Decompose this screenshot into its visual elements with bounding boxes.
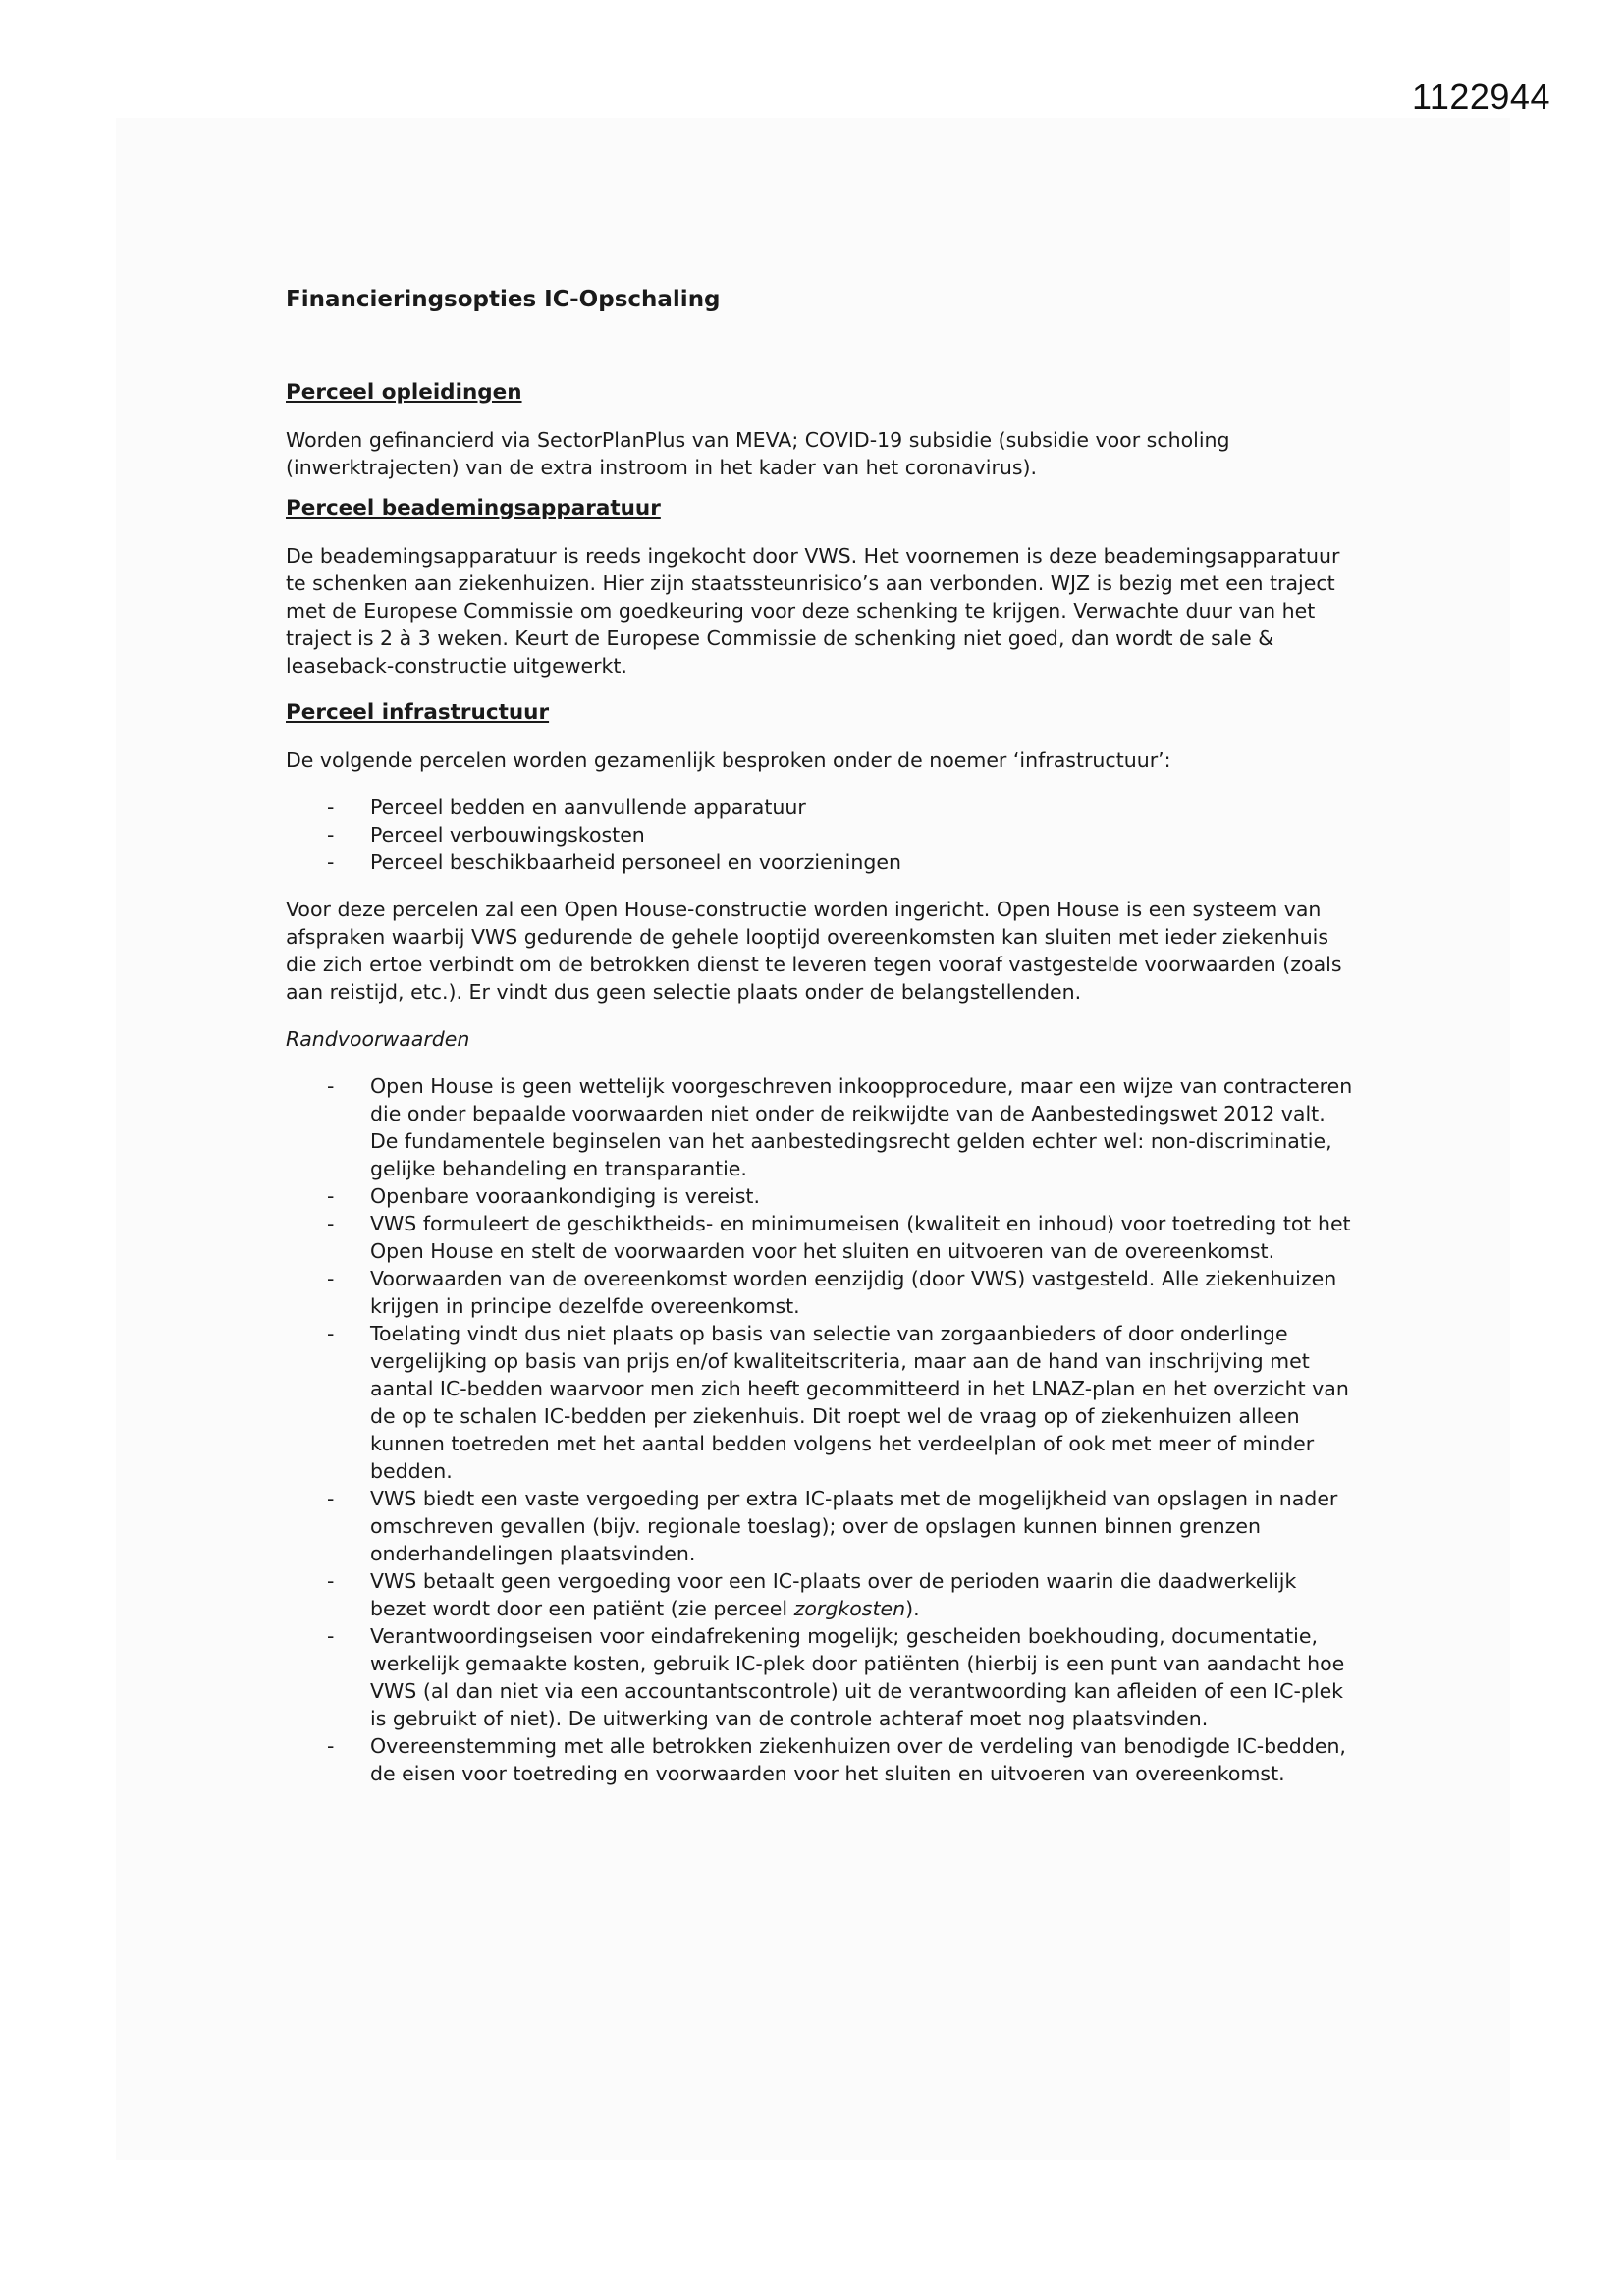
list-item: - Verantwoordingseisen voor eindafrekening mogelijk; gescheiden boekhouding, documentatie, werkelijk gemaakte kosten, gebruik IC-plek door patiënten (hierbij is een punt van aandacht hoe VWS (al dan niet via een accountantscontrole) uit de verantwoording kan afleiden of een IC-plek is gebruikt of niet). De uitwerking van de controle achteraf moet nog plaatsvinden. [286, 1622, 1356, 1732]
document-body [286, 285, 1356, 1807]
list-percelen [286, 793, 1356, 876]
list-item: - Perceel bedden en aanvullende apparatuur [286, 793, 1356, 821]
list-item-vergoeding [286, 1567, 1356, 1622]
document-title: Financieringsopties IC-Opschaling [286, 287, 721, 312]
paragraph-open-house: Voor deze percelen zal een Open House-constructie worden ingericht. Open House is een systeem van afspraken waarbij VWS gedurende de gehele looptijd overeenkomsten kan sluiten met ieder ziekenhuis die zich ertoe verbindt om de betrokken dienst te leveren tegen vooraf vastgestelde voorwaarden (zoals aan reistijd, etc.). Er vindt dus geen selectie plaats onder de belangstellenden. [286, 898, 1342, 1004]
document-number: 1122944 [1412, 77, 1550, 117]
list-randvoorwaarden [286, 1072, 1356, 1787]
heading-beademingsapparatuur: Perceel beademingsapparatuur [286, 496, 661, 520]
paragraph-infrastructuur-intro: De volgende percelen worden gezamenlijk besproken onder de noemer ‘infrastructuur’: [286, 748, 1171, 772]
list-item: - VWS formuleert de geschiktheids- en minimumeisen (kwaliteit en inhoud) voor toetreding tot het Open House en stelt de voorwaarden voor het sluiten en uitvoeren van de overeenkomst. [286, 1210, 1356, 1265]
text-emphasis: zorgkosten [793, 1597, 906, 1620]
paragraph-opleidingen: Worden gefinancierd via SectorPlanPlus van MEVA; COVID-19 subsidie (subsidie voor scholing (inwerktrajecten) van de extra instroom in het kader van het coronavirus). [286, 428, 1230, 479]
list-item: - Voorwaarden van de overeenkomst worden eenzijdig (door VWS) vastgesteld. Alle ziekenhuizen krijgen in principe dezelfde overeenkomst. [286, 1265, 1356, 1320]
list-item: - Openbare vooraankondiging is vereist. [286, 1182, 1356, 1210]
subheading-randvoorwaarden: Randvoorwaarden [286, 1027, 470, 1051]
list-item: - VWS biedt een vaste vergoeding per extra IC-plaats met de mogelijkheid van opslagen in nader omschreven gevallen (bijv. regionale toeslag); over de opslagen kunnen binnen grenzen onderhandelingen plaatsvinden. [286, 1485, 1356, 1567]
list-item: - Overeenstemming met alle betrokken ziekenhuizen over de verdeling van benodigde IC-bedden, de eisen voor toetreding en voorwaarden voor het sluiten en uitvoeren van overeenkomst. [286, 1732, 1356, 1787]
list-item: - Toelating vindt dus niet plaats op basis van selectie van zorgaanbieders of door onderlinge vergelijking op basis van prijs en/of kwaliteitscriteria, maar aan de hand van inschrijving met aantal IC-bedden waarvoor men zich heeft gecommitteerd in het LNAZ-plan en het overzicht van de op te schalen IC-bedden per ziekenhuis. Dit roept wel de vraag op of ziekenhuizen alleen kunnen toetreden met het aantal bedden volgens het verdeelplan of ook met meer of minder bedden. [286, 1320, 1356, 1485]
text-segment: VWS betaalt geen vergoeding voor een IC-plaats over de perioden waarin die daadwerkelijk bezet wordt door een patiënt (zie perceel [370, 1569, 1297, 1620]
heading-opleidingen: Perceel opleidingen [286, 380, 522, 405]
text-segment: ). [905, 1597, 920, 1620]
list-item: - Perceel beschikbaarheid personeel en voorzieningen [286, 848, 1356, 876]
heading-infrastructuur: Perceel infrastructuur [286, 700, 550, 725]
list-item: - Open House is geen wettelijk voorgeschreven inkoopprocedure, maar een wijze van contracteren die onder bepaalde voorwaarden niet onder de reikwijdte van de Aanbestedingswet 2012 valt. De fundamentele beginselen van het aanbestedingsrecht gelden echter wel: non-discriminatie, gelijke behandeling en transparantie. [286, 1072, 1356, 1182]
list-item: - Perceel verbouwingskosten [286, 821, 1356, 848]
paragraph-beademingsapparatuur: De beademingsapparatuur is reeds ingekocht door VWS. Het voornemen is deze beademingsapparatuur te schenken aan ziekenhuizen. Hier zijn staatssteunrisico’s aan verbonden. WJZ is bezig met een traject met de Europese Commissie om goedkeuring voor deze schenking te krijgen. Verwachte duur van het traject is 2 à 3 weken. Keurt de Europese Commissie de schenking niet goed, dan wordt de sale & leaseback-constructie uitgewerkt. [286, 544, 1340, 678]
